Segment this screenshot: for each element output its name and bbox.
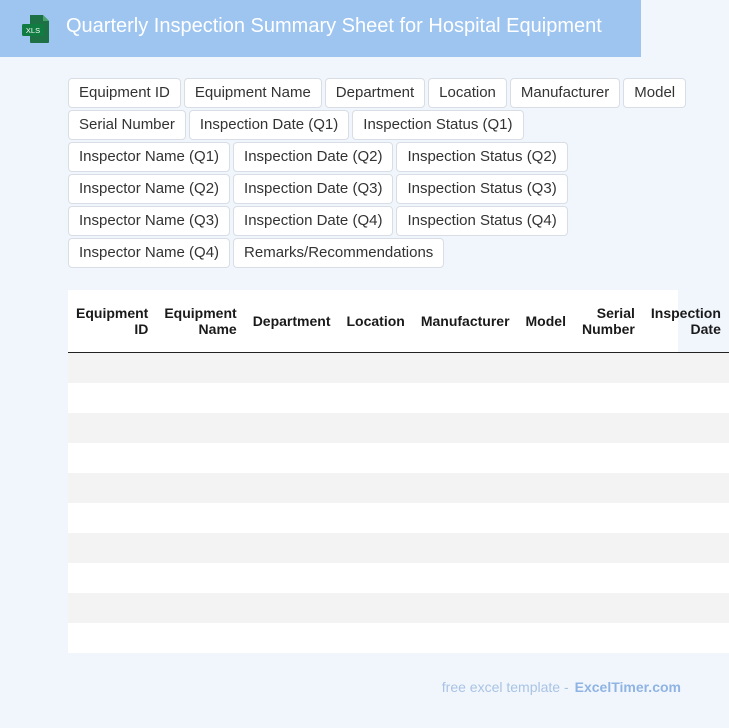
table-cell[interactable] [518, 443, 574, 473]
table-cell[interactable] [245, 383, 339, 413]
table-cell[interactable] [156, 352, 244, 383]
table-cell[interactable] [68, 443, 156, 473]
table-cell[interactable] [643, 563, 729, 593]
table-cell[interactable] [574, 593, 643, 623]
table-cell[interactable] [518, 593, 574, 623]
table-row [68, 593, 729, 623]
table-cell[interactable] [245, 593, 339, 623]
table-cell[interactable] [338, 443, 412, 473]
table-cell[interactable] [643, 352, 729, 383]
table-cell[interactable] [518, 503, 574, 533]
table-cell[interactable] [574, 443, 643, 473]
table-cell[interactable] [643, 503, 729, 533]
column-header-line2: Date [690, 320, 721, 337]
table-cell[interactable] [68, 503, 156, 533]
column-header[interactable] [338, 290, 412, 352]
table-cell[interactable] [338, 352, 412, 383]
table-cell[interactable] [518, 623, 574, 653]
table-cell[interactable] [156, 533, 244, 563]
table-cell[interactable] [413, 352, 518, 383]
table-cell[interactable] [413, 623, 518, 653]
field-chip[interactable]: Inspection Date (Q2) [233, 142, 393, 172]
field-chip[interactable]: Inspection Status (Q1) [352, 110, 523, 140]
table-cell[interactable] [574, 352, 643, 383]
column-header-line1: Serial [596, 304, 635, 321]
table-cell[interactable] [643, 443, 729, 473]
table-row [68, 383, 729, 413]
table-cell[interactable] [156, 593, 244, 623]
table-cell[interactable] [156, 563, 244, 593]
field-chip[interactable]: Inspector Name (Q1) [68, 142, 230, 172]
table-cell[interactable] [518, 383, 574, 413]
table-cell[interactable] [245, 563, 339, 593]
table-cell[interactable] [68, 533, 156, 563]
field-chip[interactable]: Inspection Date (Q1) [189, 110, 349, 140]
field-chip[interactable]: Manufacturer [510, 78, 620, 108]
table-cell[interactable] [643, 413, 729, 443]
table-cell[interactable] [574, 563, 643, 593]
column-header[interactable] [643, 290, 729, 352]
table-header-row [68, 290, 729, 352]
field-chip[interactable]: Equipment ID [68, 78, 181, 108]
table-cell[interactable] [413, 443, 518, 473]
column-header-line1: Model [525, 312, 566, 329]
page-title: Quarterly Inspection Summary Sheet for Hospital Equipment [66, 15, 602, 37]
column-header-line1: Inspection [650, 304, 721, 321]
table-row [68, 563, 729, 593]
table-row [68, 352, 729, 383]
table-cell[interactable] [643, 383, 729, 413]
table-row [68, 503, 729, 533]
table-cell[interactable] [413, 473, 518, 503]
table-cell[interactable] [338, 533, 412, 563]
table-cell[interactable] [68, 593, 156, 623]
field-chip[interactable]: Remarks/Recommendations [233, 238, 444, 268]
table-cell[interactable] [156, 473, 244, 503]
table-cell[interactable] [68, 383, 156, 413]
table-cell[interactable] [68, 352, 156, 383]
field-chip[interactable]: Department [325, 78, 425, 108]
table-cell[interactable] [156, 413, 244, 443]
table-cell[interactable] [245, 503, 339, 533]
field-chip[interactable]: Inspector Name (Q4) [68, 238, 230, 268]
field-chip[interactable]: Inspector Name (Q2) [68, 174, 230, 204]
table-cell[interactable] [518, 473, 574, 503]
field-chip[interactable]: Inspection Status (Q4) [396, 206, 567, 236]
table-cell[interactable] [338, 623, 412, 653]
table-cell[interactable] [518, 533, 574, 563]
table-cell[interactable] [68, 623, 156, 653]
field-chip[interactable]: Serial Number [68, 110, 186, 140]
table-row [68, 623, 729, 653]
table-cell[interactable] [518, 352, 574, 383]
column-header[interactable] [518, 290, 574, 352]
table-cell[interactable] [574, 413, 643, 443]
table-row [68, 473, 729, 503]
table-cell[interactable] [338, 503, 412, 533]
table-cell[interactable] [245, 473, 339, 503]
table-cell[interactable] [245, 623, 339, 653]
field-chip[interactable]: Inspector Name (Q3) [68, 206, 230, 236]
inspection-table-container[interactable] [68, 290, 721, 653]
table-cell[interactable] [574, 623, 643, 653]
xls-file-icon [21, 14, 50, 44]
column-header-line1: Equipment [76, 304, 149, 321]
table-cell[interactable] [413, 503, 518, 533]
field-chip[interactable]: Location [428, 78, 507, 108]
inspection-table [68, 290, 729, 653]
table-cell[interactable] [338, 473, 412, 503]
table-cell[interactable] [68, 473, 156, 503]
table-cell[interactable] [574, 383, 643, 413]
table-cell[interactable] [338, 563, 412, 593]
table-cell[interactable] [643, 593, 729, 623]
table-cell[interactable] [413, 533, 518, 563]
table-body [68, 352, 729, 653]
column-header[interactable] [68, 290, 156, 352]
table-cell[interactable] [156, 383, 244, 413]
xls-icon-label: XLS [25, 26, 41, 35]
table-cell[interactable] [245, 352, 339, 383]
footer-brand-link[interactable]: ExcelTimer.com [574, 679, 681, 695]
field-chip[interactable]: Inspection Date (Q4) [233, 206, 393, 236]
table-cell[interactable] [574, 473, 643, 503]
table-row [68, 443, 729, 473]
table-cell[interactable] [413, 413, 518, 443]
field-chip[interactable]: Inspection Status (Q2) [396, 142, 567, 172]
column-header-line1: Department [252, 312, 331, 329]
column-header-line2: ID [134, 320, 149, 337]
table-cell[interactable] [574, 533, 643, 563]
table-cell[interactable] [518, 563, 574, 593]
table-cell[interactable] [643, 533, 729, 563]
table-cell[interactable] [338, 413, 412, 443]
column-header[interactable] [574, 290, 643, 352]
column-header-line1: Manufacturer [420, 312, 510, 329]
table-cell[interactable] [245, 413, 339, 443]
table-cell[interactable] [413, 563, 518, 593]
footer [442, 679, 681, 695]
field-chip[interactable]: Model [623, 78, 686, 108]
column-header[interactable] [156, 290, 244, 352]
table-cell[interactable] [338, 593, 412, 623]
table-cell[interactable] [245, 533, 339, 563]
table-cell[interactable] [574, 503, 643, 533]
field-chip[interactable]: Inspection Date (Q3) [233, 174, 393, 204]
column-header-line1: Location [346, 312, 405, 329]
table-cell[interactable] [338, 383, 412, 413]
table-cell[interactable] [643, 473, 729, 503]
table-cell[interactable] [68, 413, 156, 443]
field-chip[interactable]: Inspection Status (Q3) [396, 174, 567, 204]
column-header[interactable] [413, 290, 518, 352]
table-cell[interactable] [245, 443, 339, 473]
table-cell[interactable] [643, 623, 729, 653]
title-bar [0, 0, 641, 57]
table-row [68, 413, 729, 443]
table-row [68, 533, 729, 563]
column-header-line2: Number [581, 320, 635, 337]
table-cell[interactable] [156, 503, 244, 533]
table-cell[interactable] [156, 623, 244, 653]
footer-text: free excel template - [441, 679, 569, 695]
field-chip-list [68, 78, 688, 268]
table-cell[interactable] [518, 413, 574, 443]
column-header-line2: Name [198, 320, 237, 337]
table-cell[interactable] [68, 563, 156, 593]
field-chip[interactable]: Equipment Name [184, 78, 322, 108]
column-header[interactable] [245, 290, 339, 352]
column-header-line1: Equipment [164, 304, 237, 321]
table-cell[interactable] [413, 383, 518, 413]
table-cell[interactable] [413, 593, 518, 623]
table-cell[interactable] [156, 443, 244, 473]
